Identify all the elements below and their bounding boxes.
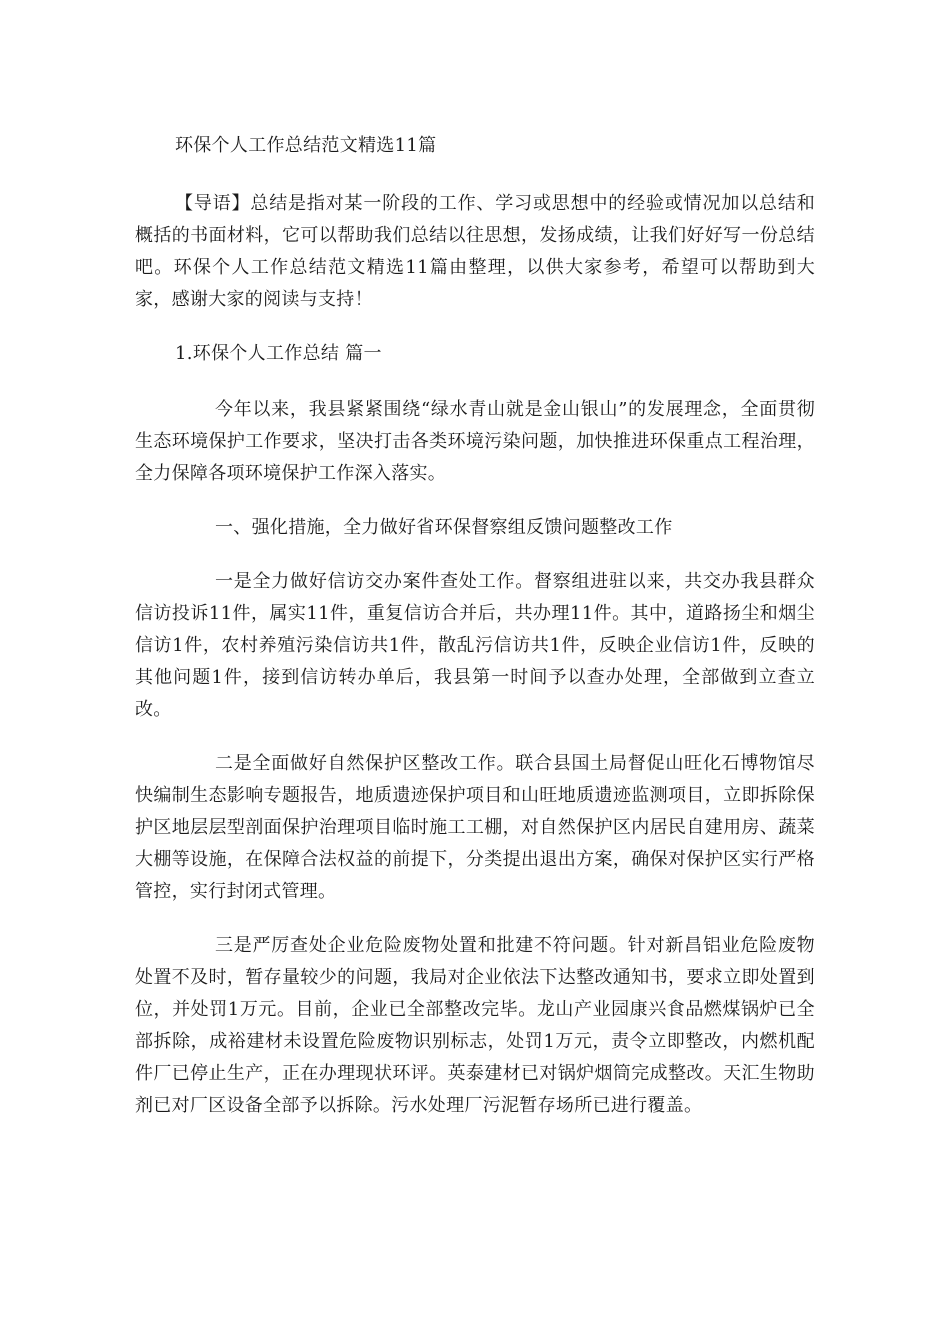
intro-paragraph: 【导语】总结是指对某一阶段的工作、学习或思想中的经验或情况加以总结和概括的书面材料，它可以帮助我们总结以往思想，发扬成绩，让我们好好写一份总结吧。环保个人工作总结范文精选11篇由整理，以供大家参考，希望可以帮助到大家，感谢大家的阅读与支持！: [135, 193, 815, 310]
sub-heading: 一、强化措施，全力做好省环保督察组反馈问题整改工作: [215, 517, 673, 538]
body-paragraph-3: 二是全面做好自然保护区整改工作。联合县国土局督促山旺化石博物馆尽快编制生态影响专题报告，地质遗迹保护项目和山旺地质遗迹监测项目，立即拆除保护区地层层型剖面保护治理项目临时施工工棚，对自然保护区内居民自建用房、蔬菜大棚等设施，在保障合法权益的前提下，分类提出退出方案，确保对保护区实行严格管控，实行封闭式管理。: [135, 753, 815, 902]
section-heading: 1.环保个人工作总结 篇一: [175, 343, 382, 364]
document-body: [135, 130, 815, 1144]
body-paragraph-1: 今年以来，我县紧紧围绕“绿水青山就是金山银山”的发展理念，全面贯彻生态环境保护工作要求，坚决打击各类环境污染问题，加快推进环保重点工程治理，全力保障各项环境保护工作深入落实。: [135, 399, 815, 484]
document-title: 环保个人工作总结范文精选11篇: [175, 135, 437, 156]
body-paragraph-4: 三是严厉查处企业危险废物处置和批建不符问题。针对新昌铝业危险废物处置不及时，暂存量较少的问题，我局对企业依法下达整改通知书，要求立即处置到位，并处罚1万元。目前，企业已全部整改完毕。龙山产业园康兴食品燃煤锅炉已全部拆除，成裕建材未设置危险废物识别标志，处罚1万元，责令立即整改，内燃机配件厂已停止生产，正在办理现状环评。英泰建材已对锅炉烟筒完成整改。天汇生物助剂已对厂区设备全部予以拆除。污水处理厂污泥暂存场所已进行覆盖。: [135, 935, 815, 1116]
body-paragraph-2: 一是全力做好信访交办案件查处工作。督察组进驻以来，共交办我县群众信访投诉11件，属实11件，重复信访合并后，共办理11件。其中，道路扬尘和烟尘信访1件，农村养殖污染信访共1件，散乱污信访共1件，反映企业信访1件，反映的其他问题1件，接到信访转办单后，我县第一时间予以查办处理，全部做到立查立改。: [135, 571, 815, 720]
